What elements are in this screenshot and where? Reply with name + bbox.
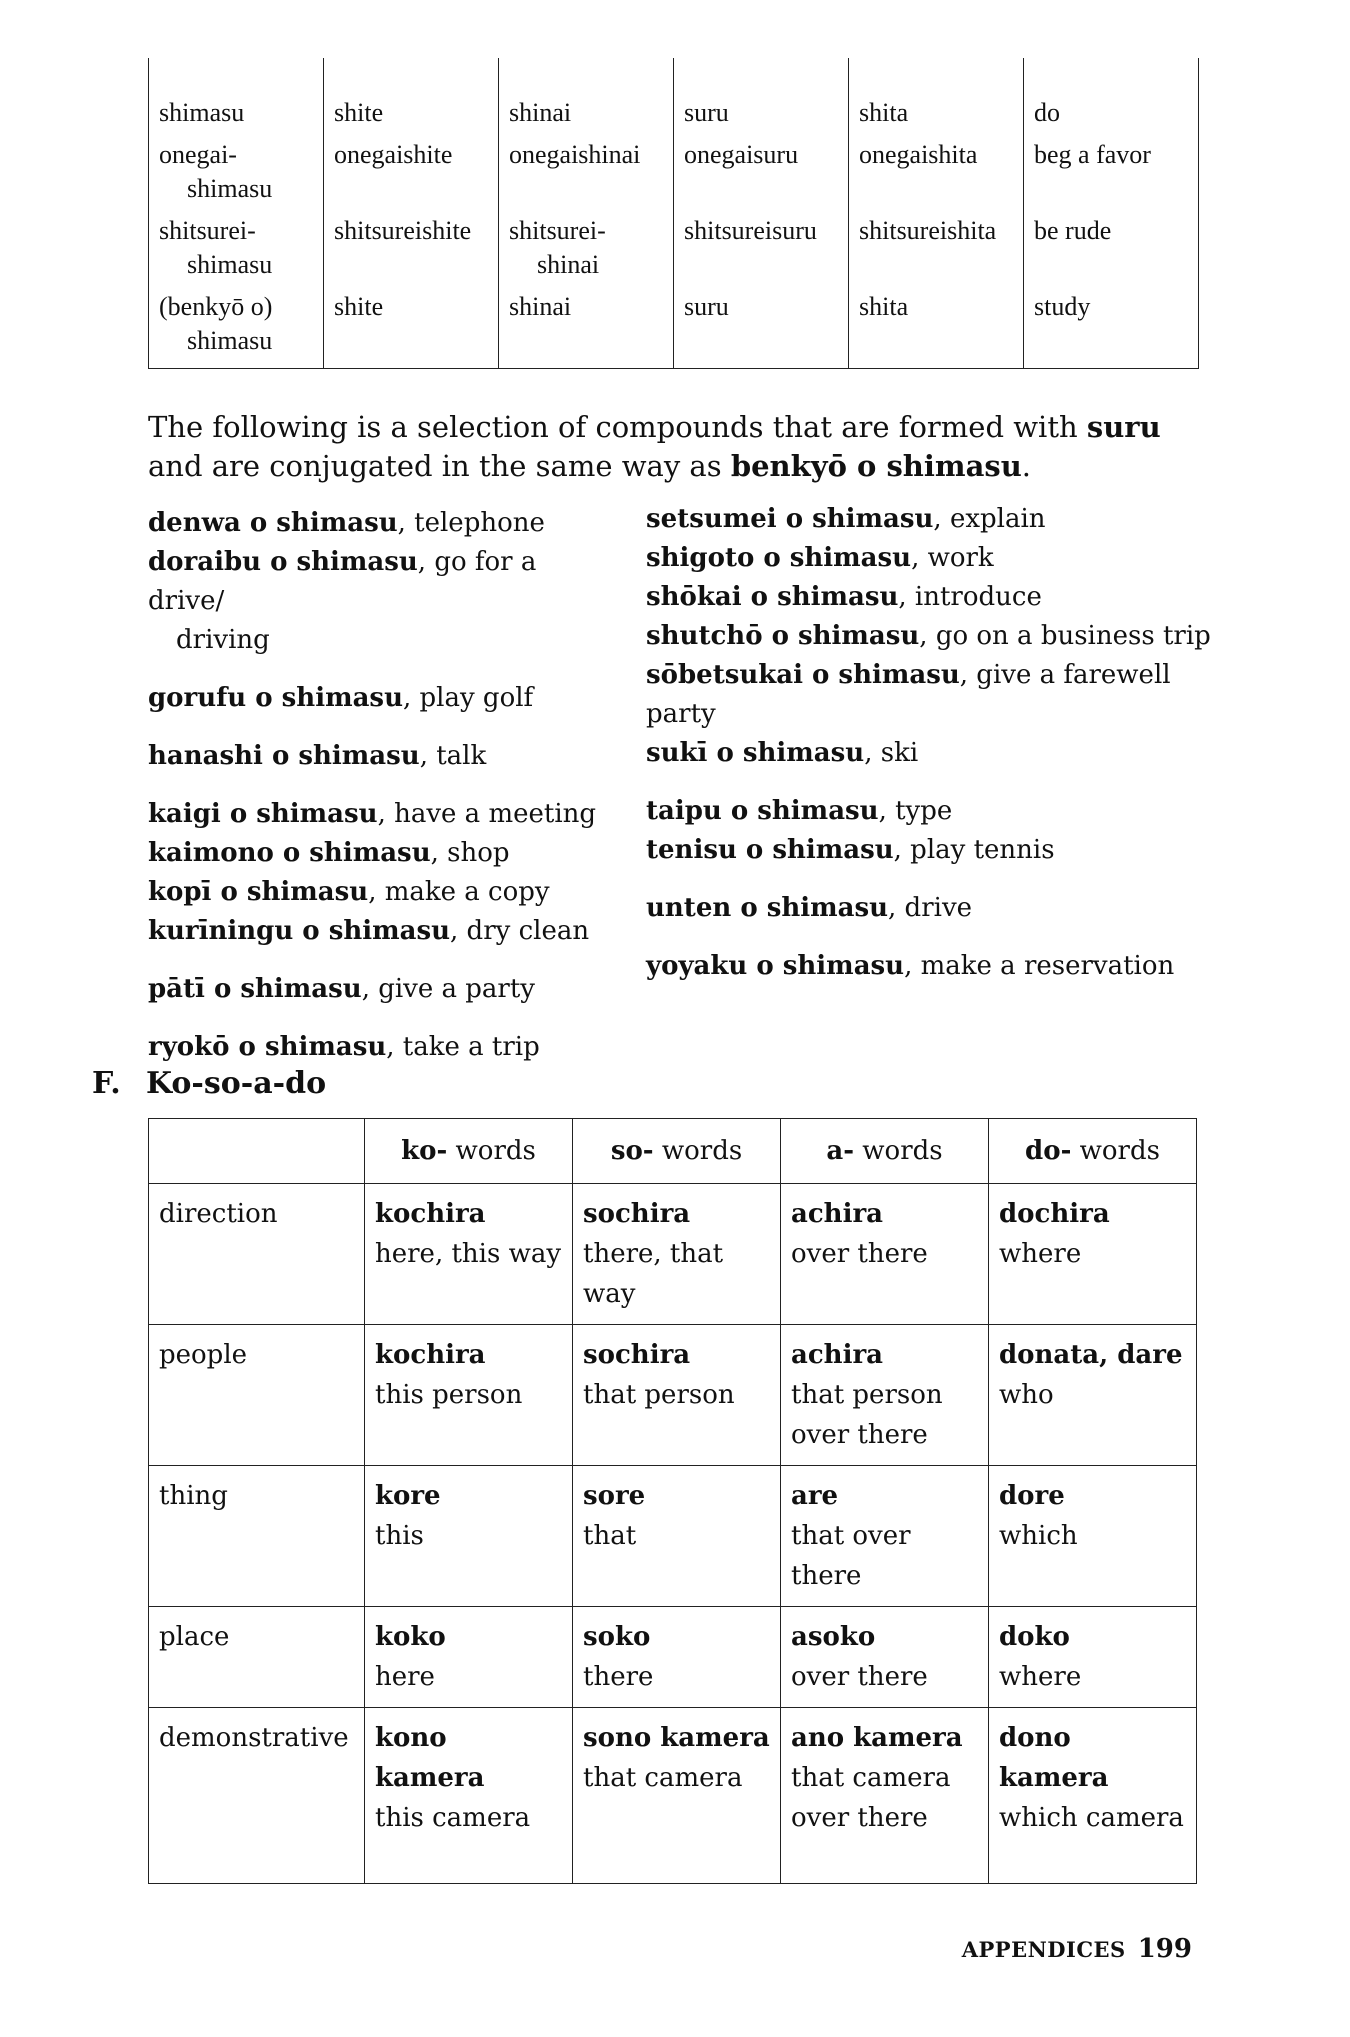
compound-item: taipu o shimasu, type <box>646 796 953 826</box>
table-cell: sochira there, that way <box>573 1184 781 1325</box>
table-cell: kore this <box>365 1466 573 1607</box>
table-cell: sono kamera that camera <box>573 1708 781 1884</box>
conjugation-cell: shita <box>849 286 1024 369</box>
table-cell: kochira here, this way <box>365 1184 573 1325</box>
conjugation-row <box>149 58 1199 134</box>
compound-list-right <box>646 500 1216 986</box>
section-heading: F. Ko-so-a-do <box>92 1066 327 1101</box>
table-cell: kochira this person <box>365 1325 573 1466</box>
compound-item: kurīningu o shimasu, dry clean <box>148 916 590 946</box>
table-cell: dono kamera which camera <box>989 1708 1197 1884</box>
conjugation-cell: onegai- shimasu <box>149 134 324 210</box>
conjugation-cell: shita <box>849 58 1024 134</box>
conjugation-row <box>149 210 1199 286</box>
table-header-cell: a- words <box>781 1119 989 1184</box>
compound-item: pātī o shimasu, give a party <box>148 974 535 1004</box>
table-header-cell: do- words <box>989 1119 1197 1184</box>
table-cell: doko where <box>989 1607 1197 1708</box>
compound-item: sukī o shimasu, ski <box>646 738 919 768</box>
compound-item: yoyaku o shimasu, make a reservation <box>646 951 1175 981</box>
table-cell: achira over there <box>781 1184 989 1325</box>
conjugation-cell: shite <box>324 286 499 369</box>
compound-item: sōbetsukai o shimasu, give a farewell party <box>646 660 1171 729</box>
compound-item: denwa o shimasu, telephone <box>148 508 545 538</box>
conjugation-cell: shite <box>324 58 499 134</box>
compound-item: kaimono o shimasu, shop <box>148 838 510 868</box>
compound-item: ryokō o shimasu, take a trip <box>148 1032 540 1062</box>
compound-item: doraibu o shimasu, go for a drive/ driving <box>148 547 537 655</box>
compound-item: gorufu o shimasu, play golf <box>148 683 534 713</box>
conjugation-cell: shitsureishite <box>324 210 499 286</box>
conjugation-cell: suru <box>674 58 849 134</box>
row-label: demonstrative <box>149 1708 365 1884</box>
conjugation-cell: shitsurei- shimasu <box>149 210 324 286</box>
conjugation-cell: shitsureisuru <box>674 210 849 286</box>
compound-item: kopī o shimasu, make a copy <box>148 877 550 907</box>
conjugation-cell: onegaishinai <box>499 134 674 210</box>
conjugation-table <box>148 58 1199 369</box>
conjugation-cell: beg a favor <box>1024 134 1199 210</box>
conjugation-row <box>149 286 1199 369</box>
conjugation-cell: shitsureishita <box>849 210 1024 286</box>
compound-item: unten o shimasu, drive <box>646 893 973 923</box>
table-cell: dochira where <box>989 1184 1197 1325</box>
table-row <box>149 1325 1197 1466</box>
page-footer <box>962 1934 1192 1964</box>
kosoado-table <box>148 1118 1197 1884</box>
compound-item: setsumei o shimasu, explain <box>646 504 1046 534</box>
table-row <box>149 1184 1197 1325</box>
conjugation-row <box>149 134 1199 210</box>
row-label: people <box>149 1325 365 1466</box>
table-row <box>149 1466 1197 1607</box>
compound-item: kaigi o shimasu, have a meeting <box>148 799 597 829</box>
conjugation-cell: be rude <box>1024 210 1199 286</box>
table-row <box>149 1708 1197 1884</box>
conjugation-cell: shinai <box>499 58 674 134</box>
table-cell: donata, dare who <box>989 1325 1197 1466</box>
conjugation-cell: shimasu <box>149 58 324 134</box>
table-row <box>149 1607 1197 1708</box>
conjugation-cell: shinai <box>499 286 674 369</box>
table-cell: soko there <box>573 1607 781 1708</box>
table-cell: dore which <box>989 1466 1197 1607</box>
table-header-cell: ko- words <box>365 1119 573 1184</box>
table-header-cell <box>149 1119 365 1184</box>
conjugation-cell: do <box>1024 58 1199 134</box>
conjugation-cell: (benkyō o) shimasu <box>149 286 324 369</box>
running-footer-label: APPENDICES <box>961 1937 1126 1962</box>
row-label: direction <box>149 1184 365 1325</box>
row-label: place <box>149 1607 365 1708</box>
compound-item: tenisu o shimasu, play tennis <box>646 835 1055 865</box>
table-cell: asoko over there <box>781 1607 989 1708</box>
compound-list-left <box>148 504 618 1067</box>
conjugation-cell: onegaisuru <box>674 134 849 210</box>
compound-item: shigoto o shimasu, work <box>646 543 994 573</box>
table-cell: koko here <box>365 1607 573 1708</box>
table-cell: are that over there <box>781 1466 989 1607</box>
conjugation-cell: onegaishite <box>324 134 499 210</box>
compound-item: hanashi o shimasu, talk <box>148 741 487 771</box>
table-header-cell: so- words <box>573 1119 781 1184</box>
table-cell: ano kamera that camera over there <box>781 1708 989 1884</box>
table-header-row <box>149 1119 1197 1184</box>
conjugation-cell: study <box>1024 286 1199 369</box>
compound-item: shutchō o shimasu, go on a business trip <box>646 621 1211 651</box>
table-cell: achira that person over there <box>781 1325 989 1466</box>
conjugation-cell: suru <box>674 286 849 369</box>
table-cell: sochira that person <box>573 1325 781 1466</box>
compound-item: shōkai o shimasu, introduce <box>646 582 1042 612</box>
table-cell: kono kamera this camera <box>365 1708 573 1884</box>
conjugation-cell: onegaishita <box>849 134 1024 210</box>
table-cell: sore that <box>573 1466 781 1607</box>
intro-paragraph: The following is a selection of compounds that are formed with suru and are conjugated in the same way as benkyō o shimasu. <box>148 410 1161 483</box>
page-number: 199 <box>1137 1934 1192 1964</box>
conjugation-cell: shitsurei- shinai <box>499 210 674 286</box>
row-label: thing <box>149 1466 365 1607</box>
